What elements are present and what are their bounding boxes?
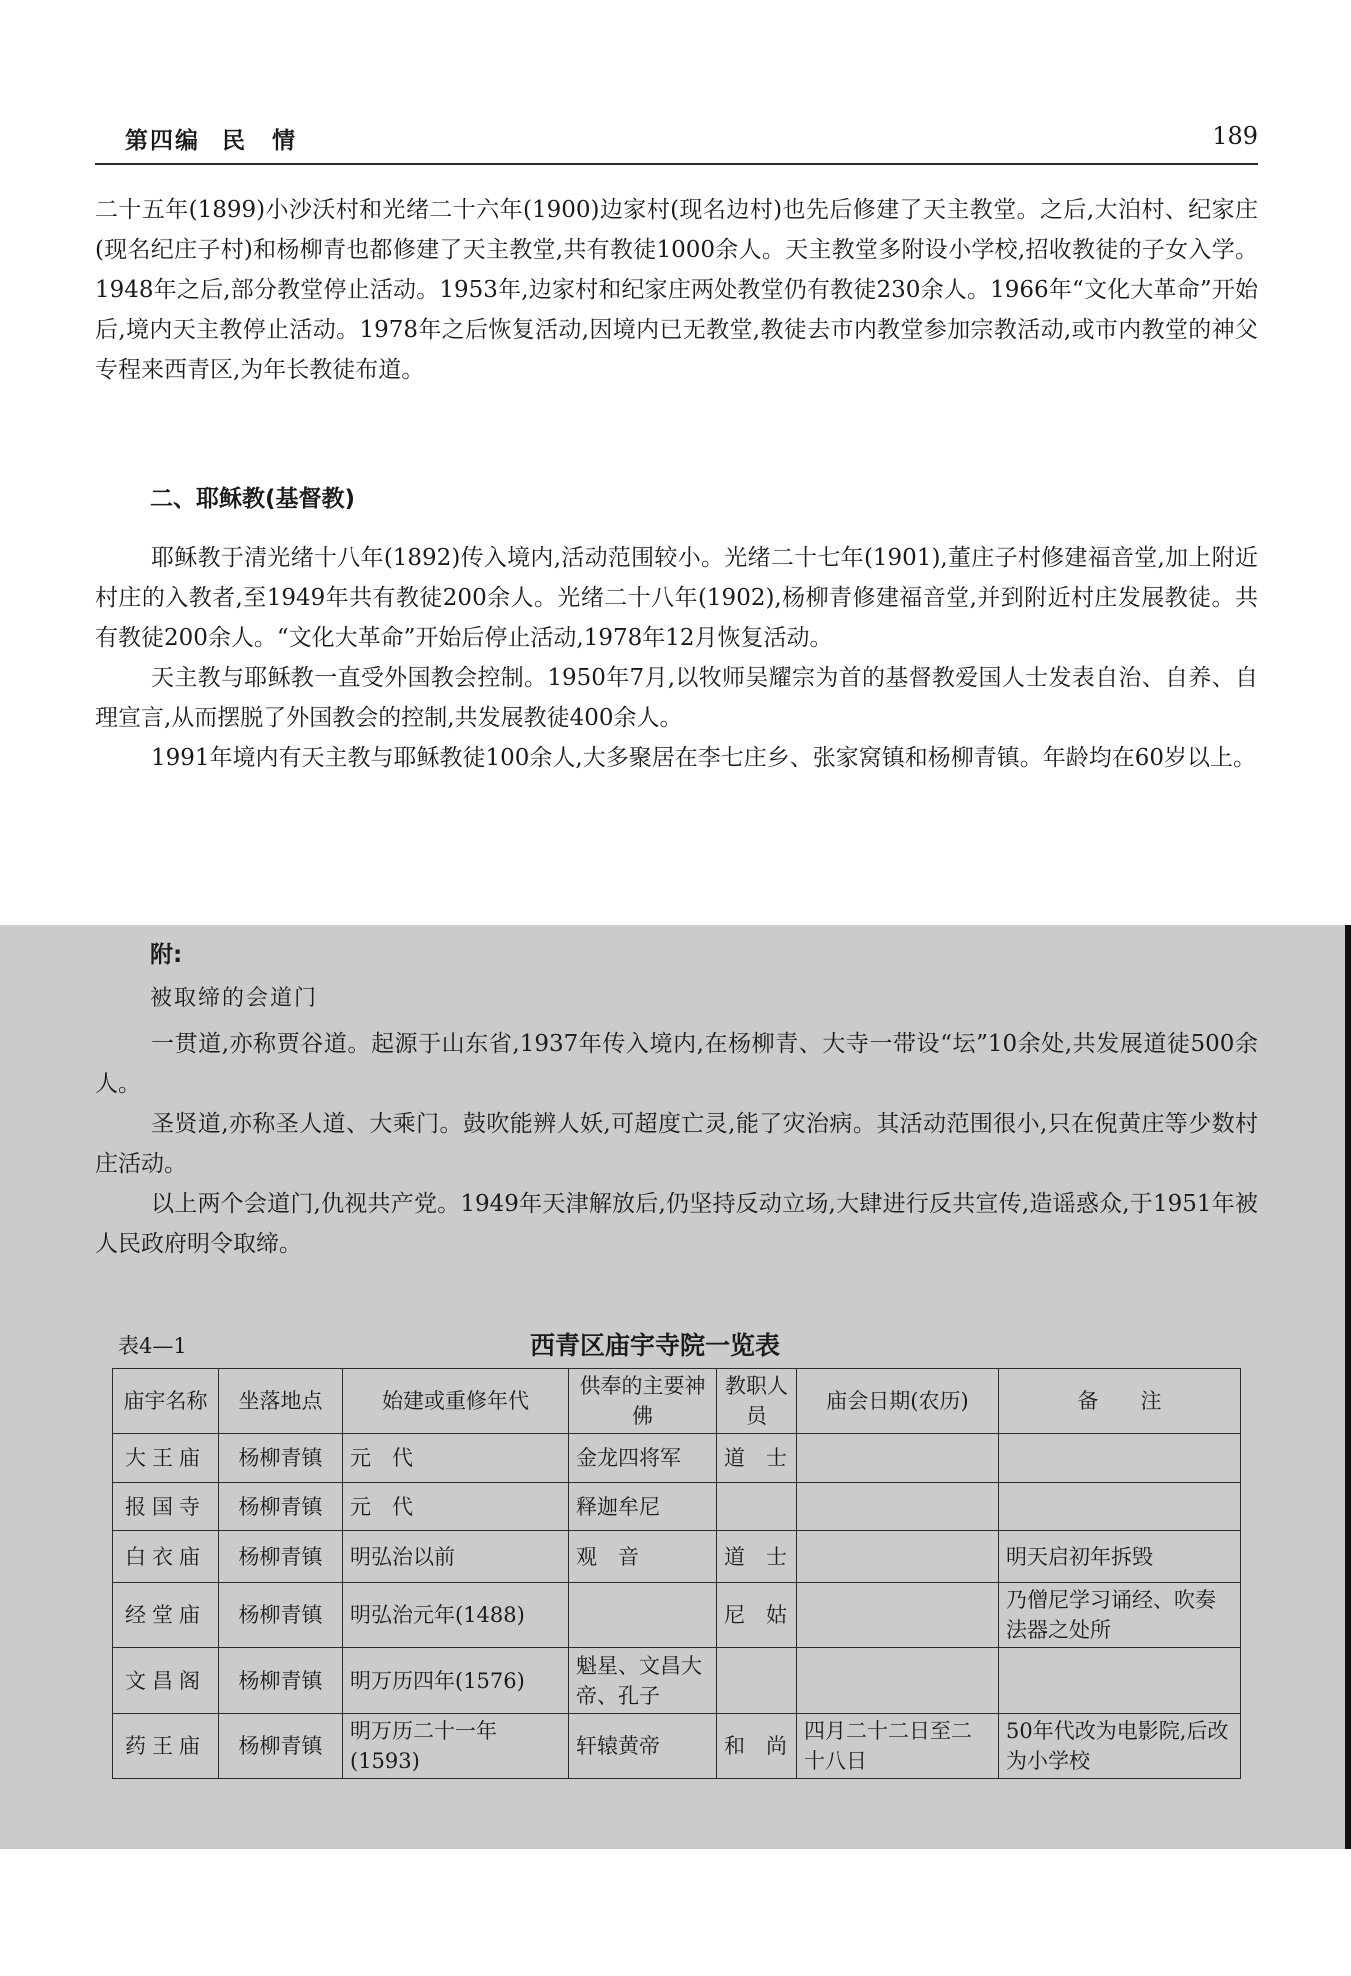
cell-location: 杨柳青镇 bbox=[219, 1583, 343, 1648]
cell-deity: 魁星、文昌大帝、孔子 bbox=[569, 1648, 717, 1714]
cell-location: 杨柳青镇 bbox=[219, 1483, 343, 1531]
cell-note: 50年代改为电影院,后改为小学校 bbox=[999, 1714, 1241, 1779]
table-row bbox=[113, 1531, 1241, 1583]
cell-fair-date: 四月二十二日至二十八日 bbox=[797, 1714, 999, 1779]
section-heading: 二、耶稣教(基督教) bbox=[150, 486, 356, 512]
header-cell: 教职人员 bbox=[717, 1369, 797, 1434]
body-paragraph: 圣贤道,亦称圣人道、大乘门。鼓吹能辨人妖,可超度亡灵,能了灾治病。其活动范围很小,只在倪黄庄等少数村庄活动。 bbox=[95, 1111, 1258, 1177]
cell-fair-date bbox=[797, 1648, 999, 1714]
cell-clergy: 道 士 bbox=[717, 1531, 797, 1583]
cell-clergy bbox=[717, 1483, 797, 1531]
cell-clergy: 尼 姑 bbox=[717, 1583, 797, 1648]
header-rule bbox=[95, 163, 1258, 165]
cell-location: 杨柳青镇 bbox=[219, 1434, 343, 1483]
cell-fair-date bbox=[797, 1483, 999, 1531]
running-header bbox=[95, 122, 1258, 166]
cell-era: 元 代 bbox=[343, 1483, 569, 1531]
table-row bbox=[113, 1583, 1241, 1648]
appendix-subtitle: 被取缔的会道门 bbox=[150, 986, 319, 1011]
header-part-chapter bbox=[125, 122, 297, 155]
scan-edge-bar bbox=[1345, 925, 1351, 1849]
catholic-continuation bbox=[95, 190, 1258, 390]
cell-fair-date bbox=[797, 1434, 999, 1483]
cell-temple-name: 文昌阁 bbox=[113, 1648, 219, 1714]
cell-clergy: 道 士 bbox=[717, 1434, 797, 1483]
header-cell: 备 注 bbox=[999, 1369, 1241, 1434]
cell-era: 明万历二十一年(1593) bbox=[343, 1714, 569, 1779]
body-paragraph: 耶稣教于清光绪十八年(1892)传入境内,活动范围较小。光绪二十七年(1901),董庄子村修建福音堂,加上附近村庄的入教者,至1949年共有教徒200余人。光绪二十八年(1902),杨柳青修建福音堂,并到附近村庄发展教徒。共有教徒200余人。“文化大革命”开始后停止活动,1978年12月恢复活动。 bbox=[95, 545, 1258, 651]
header-cell: 坐落地点 bbox=[219, 1369, 343, 1434]
cell-note bbox=[999, 1648, 1241, 1714]
cell-era: 明弘治以前 bbox=[343, 1531, 569, 1583]
body-paragraph: 以上两个会道门,仇视共产党。1949年天津解放后,仍坚持反动立场,大肆进行反共宣传,造谣惑众,于1951年被人民政府明令取缔。 bbox=[95, 1191, 1258, 1257]
cell-era: 明弘治元年(1488) bbox=[343, 1583, 569, 1648]
cell-location: 杨柳青镇 bbox=[219, 1531, 343, 1583]
cell-deity bbox=[569, 1583, 717, 1648]
table-title: 西青区庙宇寺院一览表 bbox=[530, 1331, 781, 1360]
body-paragraph: 二十五年(1899)小沙沃村和光绪二十六年(1900)边家村(现名边村)也先后修建了天主教堂。之后,大泊村、纪家庄(现名纪庄子村)和杨柳青也都修建了天主教堂,共有教徒1000余人。天主教堂多附设小学校,招收教徒的子女入学。1948年之后,部分教堂停止活动。1953年,边家村和纪家庄两处教堂仍有教徒230余人。1966年“文化大革命”开始后,境内天主教停止活动。1978年之后恢复活动,因境内已无教堂,教徒去市内教堂参加宗教活动,或市内教堂的神父专程来西青区,为年长教徒布道。 bbox=[95, 197, 1258, 383]
cell-location: 杨柳青镇 bbox=[219, 1648, 343, 1714]
header-part: 第四编 bbox=[125, 128, 200, 154]
header-cell: 始建或重修年代 bbox=[343, 1369, 569, 1434]
header-cell: 庙会日期(农历) bbox=[797, 1369, 999, 1434]
cell-note: 明天启初年拆毁 bbox=[999, 1531, 1241, 1583]
table-row bbox=[113, 1648, 1241, 1714]
cell-deity: 观 音 bbox=[569, 1531, 717, 1583]
table-row bbox=[113, 1483, 1241, 1531]
appendix-label: 附: bbox=[150, 942, 183, 968]
cell-note bbox=[999, 1434, 1241, 1483]
cell-temple-name: 报国寺 bbox=[113, 1483, 219, 1531]
cell-deity: 释迦牟尼 bbox=[569, 1483, 717, 1531]
cell-temple-name: 白衣庙 bbox=[113, 1531, 219, 1583]
cell-clergy: 和 尚 bbox=[717, 1714, 797, 1779]
cell-era: 元 代 bbox=[343, 1434, 569, 1483]
body-paragraph: 1991年境内有天主教与耶稣教徒100余人,大多聚居在李七庄乡、张家窝镇和杨柳青镇。年龄均在60岁以上。 bbox=[151, 745, 1257, 771]
cell-note bbox=[999, 1483, 1241, 1531]
cell-clergy bbox=[717, 1648, 797, 1714]
cell-fair-date bbox=[797, 1531, 999, 1583]
appendix-body bbox=[95, 1024, 1258, 1264]
cell-location: 杨柳青镇 bbox=[219, 1714, 343, 1779]
cell-temple-name: 大王庙 bbox=[113, 1434, 219, 1483]
header-cell: 供奉的主要神佛 bbox=[569, 1369, 717, 1434]
table-row bbox=[113, 1714, 1241, 1779]
cell-fair-date bbox=[797, 1583, 999, 1648]
temples-table bbox=[112, 1368, 1241, 1779]
table-number: 表4—1 bbox=[118, 1334, 187, 1358]
header-cell: 庙宇名称 bbox=[113, 1369, 219, 1434]
cell-deity: 轩辕黄帝 bbox=[569, 1714, 717, 1779]
cell-deity: 金龙四将军 bbox=[569, 1434, 717, 1483]
cell-era: 明万历四年(1576) bbox=[343, 1648, 569, 1714]
cell-temple-name: 经堂庙 bbox=[113, 1583, 219, 1648]
header-chapter: 民 情 bbox=[222, 128, 297, 154]
protestant-section bbox=[95, 538, 1258, 778]
cell-note: 乃僧尼学习诵经、吹奏法器之处所 bbox=[999, 1583, 1241, 1648]
table-header-row bbox=[113, 1369, 1241, 1434]
body-paragraph: 天主教与耶稣教一直受外国教会控制。1950年7月,以牧师吴耀宗为首的基督教爱国人士发表自治、自养、自理宣言,从而摆脱了外国教会的控制,共发展教徒400余人。 bbox=[95, 665, 1258, 731]
table-row bbox=[113, 1434, 1241, 1483]
page-number: 189 bbox=[1212, 122, 1258, 150]
cell-temple-name: 药王庙 bbox=[113, 1714, 219, 1779]
body-paragraph: 一贯道,亦称贾谷道。起源于山东省,1937年传入境内,在杨柳青、大寺一带设“坛”10余处,共发展道徒500余人。 bbox=[95, 1031, 1258, 1097]
